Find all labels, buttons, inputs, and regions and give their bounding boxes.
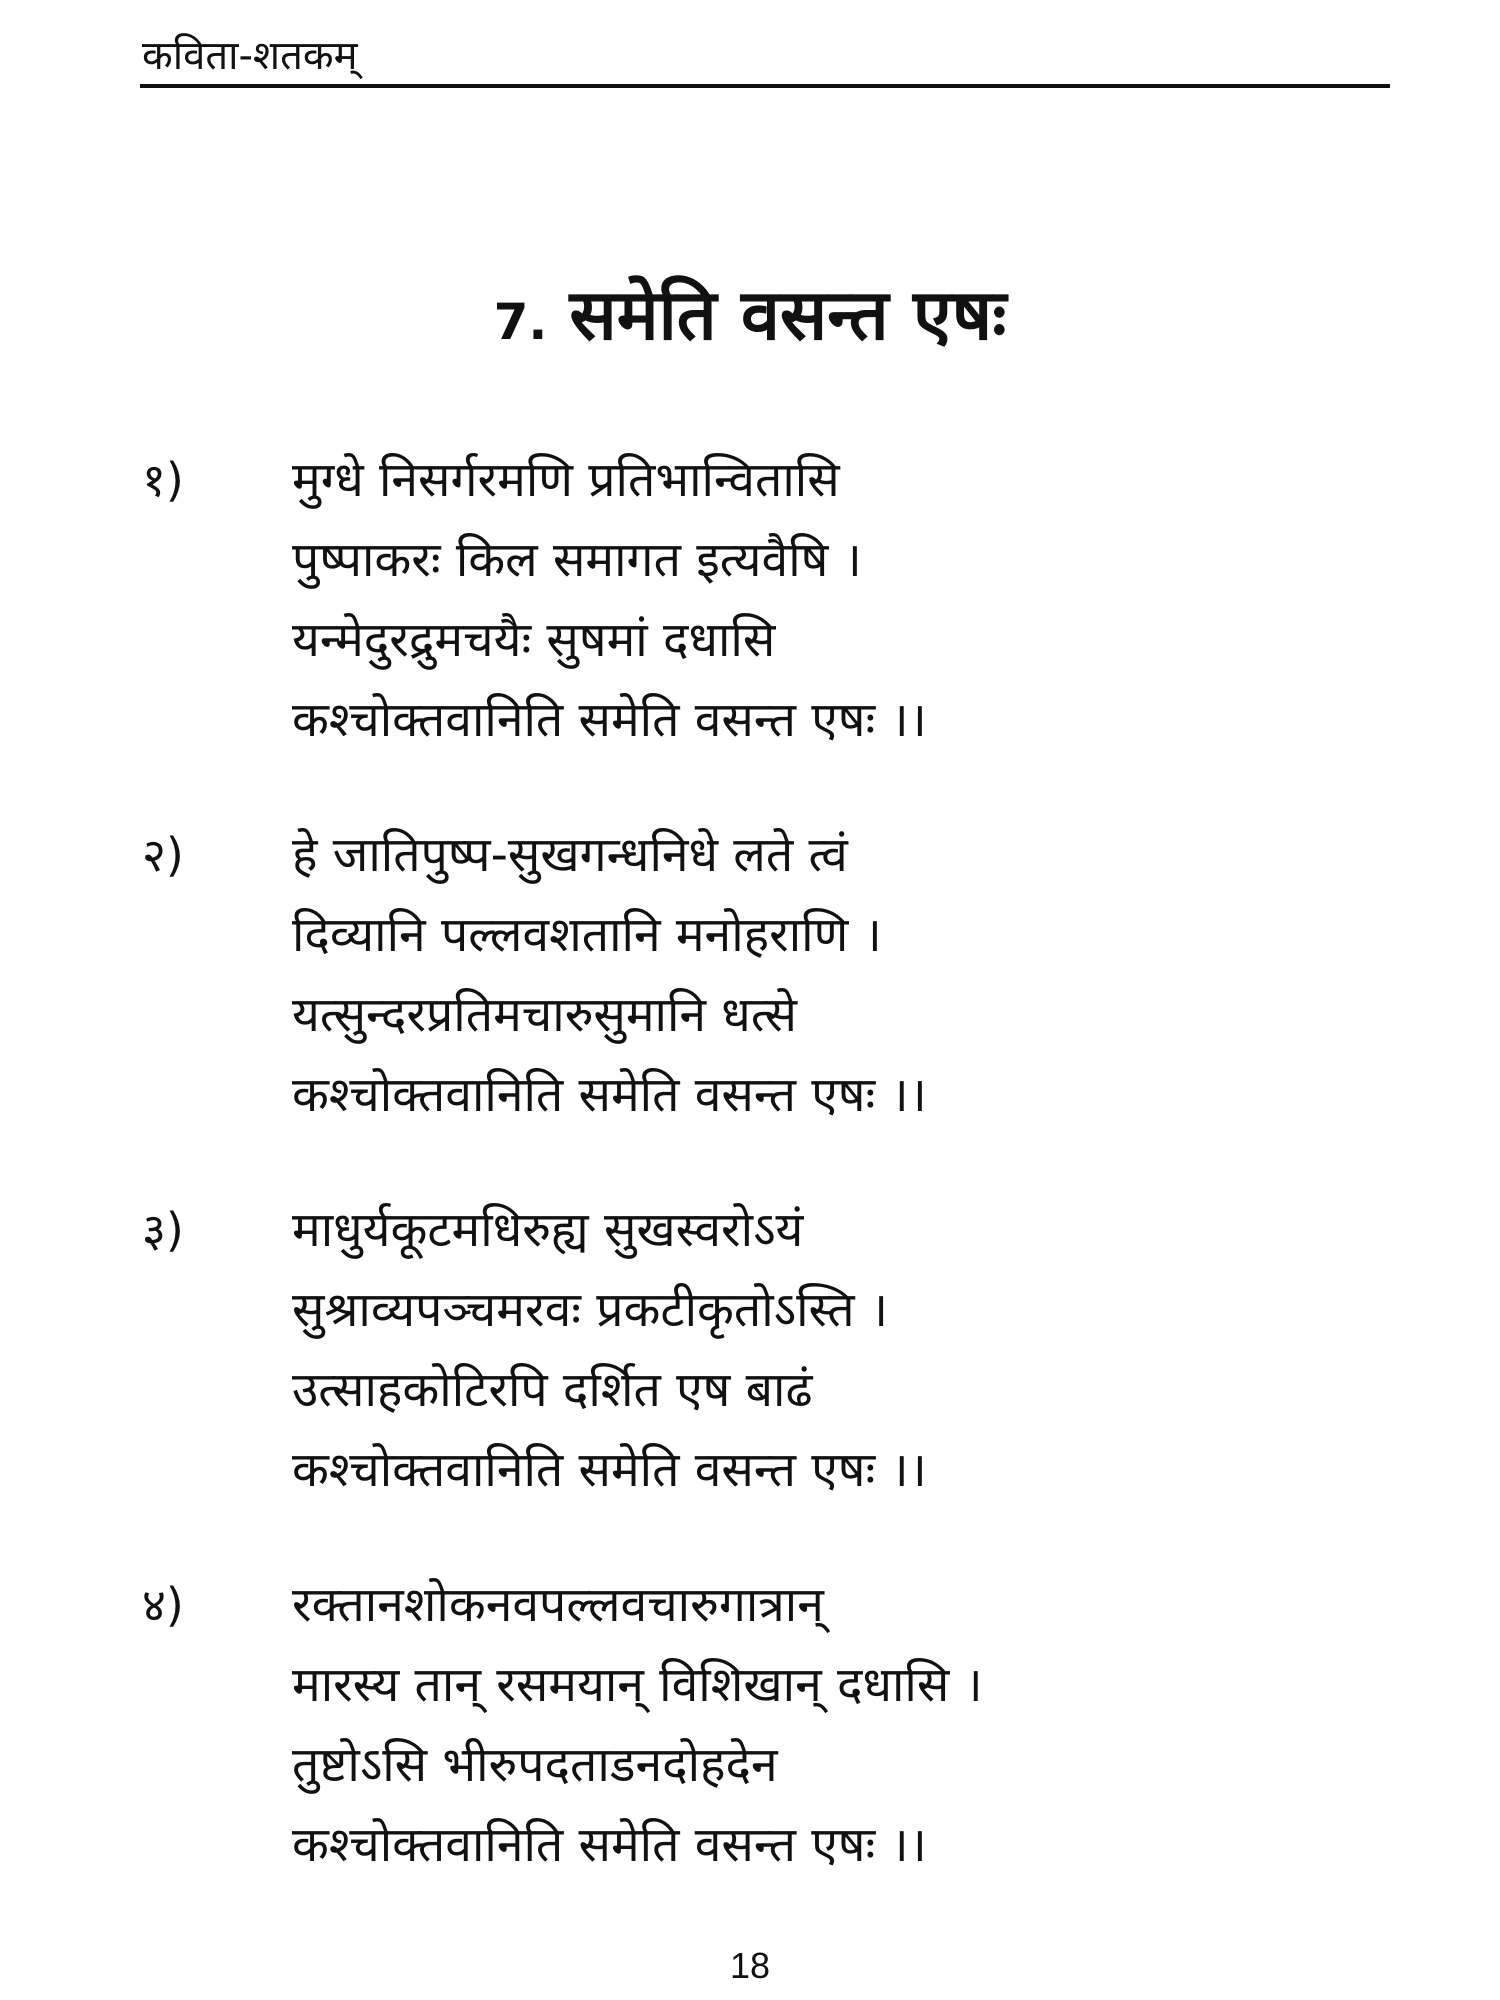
verse-line: सुश्राव्यपञ्चमरवः प्रकटीकृतोऽस्ति । <box>292 1282 889 1338</box>
verse-number: ४) <box>142 1578 184 1632</box>
verse-2 <box>0 815 1500 1155</box>
verse-1 <box>0 440 1500 780</box>
verse-line: कश्चोक्तवानिति समेति वसन्त एषः ।। <box>292 692 927 748</box>
verse-line: कश्चोक्तवानिति समेति वसन्त एषः ।। <box>292 1442 927 1498</box>
verse-lines <box>292 815 927 1135</box>
verse-line: मुग्धे निसर्गरमणि प्रतिभान्वितासि <box>292 452 840 508</box>
poem-title-text: समेति वसन्त एषः <box>569 274 1007 356</box>
verse-lines <box>292 1565 983 1885</box>
verse-3 <box>0 1190 1500 1530</box>
verse-line: कश्चोक्तवानिति समेति वसन्त एषः ।। <box>292 1067 927 1123</box>
verse-line: रक्तानशोकनवपल्लवचारुगात्रान् <box>292 1577 824 1633</box>
verse-line: हे जातिपुष्प-सुखगन्धनिधे लते त्वं <box>292 827 848 883</box>
verse-line: मारस्य तान् रसमयान् विशिखान् दधासि । <box>292 1657 983 1713</box>
running-head: कविता-शतकम् <box>142 33 358 79</box>
header-rule <box>140 84 1390 88</box>
verse-line: यत्सुन्दरप्रतिमचारुसुमानि धत्से <box>292 987 798 1043</box>
verse-line: कश्चोक्तवानिति समेति वसन्त एषः ।। <box>292 1817 927 1873</box>
verse-line: दिव्यानि पल्लवशतानि मनोहराणि । <box>292 907 882 963</box>
poem-number: 7. <box>493 293 548 351</box>
verse-line: उत्साहकोटिरपि दर्शित एष बाढं <box>292 1362 813 1418</box>
verse-lines <box>292 440 927 760</box>
verse-line: पुष्पाकरः किल समागत इत्यवैषि । <box>292 532 862 588</box>
verse-number: ३) <box>142 1203 184 1257</box>
verse-4 <box>0 1565 1500 1905</box>
verse-line: यन्मेदुरद्रुमचयैः सुषमां दधासि <box>292 612 776 668</box>
verse-number: २) <box>142 828 184 882</box>
verse-number: १) <box>142 453 184 507</box>
verse-line: तुष्टोऽसि भीरुपदताडनदोहदेन <box>292 1737 778 1793</box>
page-number: 18 <box>729 1945 771 1986</box>
verse-line: माधुर्यकूटमधिरुह्य सुखस्वरोऽयं <box>292 1202 804 1258</box>
poem-title <box>0 270 1500 367</box>
verse-lines <box>292 1190 927 1510</box>
